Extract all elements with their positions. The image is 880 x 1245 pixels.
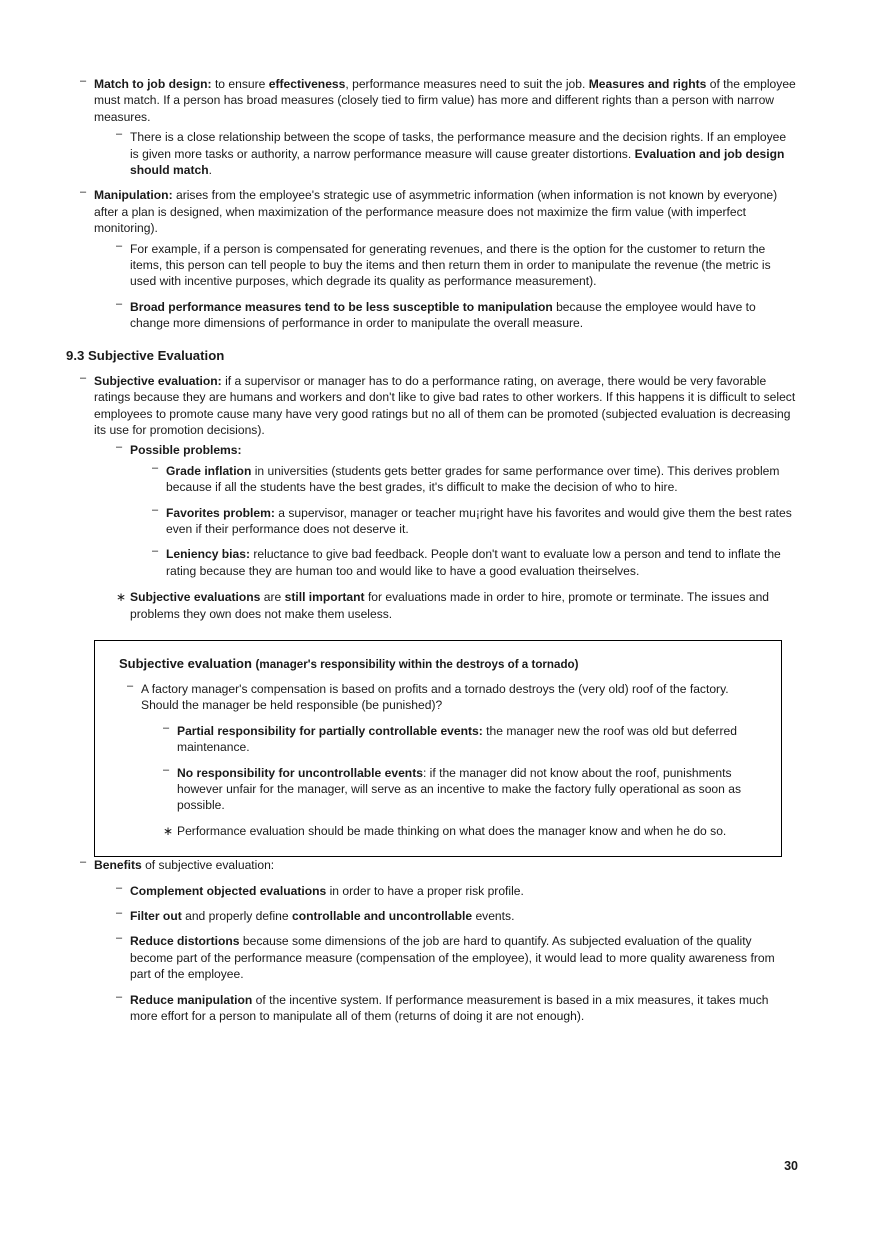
match-job-design-body-2: , performance measures need to suit the job. <box>345 77 589 91</box>
filter-out-body-2: events. <box>472 909 515 924</box>
match-job-design-sublist <box>130 129 796 178</box>
tornado-scenario-text: A factory manager's compensation is based on profits and a tornado destroys the (very old) roof of the factory. Should the manager be held responsible (be punished)? <box>141 681 729 713</box>
match-job-design-body-3: of the employee must match. If a person has broad measures (closely tied to firm value) has more and different rights than a person with narrow measures. <box>94 77 796 124</box>
list-item-reduce-manipulation <box>130 992 796 1025</box>
grade-inflation-body: in universities (students gets better grades for same performance over time). This derives problem because if all the students have the best grades, it's difficult to make the decision of who to hire. <box>166 463 780 495</box>
grade-inflation-bold: Grade inflation <box>166 463 252 478</box>
filter-out-bold-2: controllable and uncontrollable <box>292 909 473 924</box>
list-item-benefits <box>94 857 796 1024</box>
list-item-subjective-evaluation <box>94 373 796 622</box>
task-scope-text: There is a close relationship between the scope of tasks, the performance measure and the decision rights. If an employee is given more tasks or authority, a narrow performance measure will cause greater distortions. <box>130 130 787 161</box>
list-item-broad-measures <box>130 299 796 332</box>
no-responsibility-bold: No responsibility for uncontrollable events <box>177 765 423 780</box>
list-item-match-to-job-design <box>94 76 796 178</box>
broad-measures-bold: Broad performance measures tend to be less susceptible to manipulation <box>130 299 553 314</box>
possible-problems-list <box>130 442 796 622</box>
reduce-distortions-body: because some dimensions of the job are hard to quantify. As subjected evaluation of the quality become part of the performance measure (compensation of the employee), it would lead to more quality awareness from part of the employee. <box>130 934 775 982</box>
list-item-subjective-evaluations-note <box>130 589 796 622</box>
callout-box-tornado-example <box>94 640 782 857</box>
benefits-list <box>94 857 796 1024</box>
match-job-design-bold-3: Measures and rights <box>588 77 707 91</box>
list-item-task-scope-relationship <box>130 129 796 178</box>
manipulation-body: arises from the employee's strategic use of asymmetric information (when information is not known by everyone) after a plan is designed, when maximization of the performance measure does not maximize the firm value (with imperfect monitoring). <box>94 188 778 236</box>
list-item-performance-evaluation-note <box>177 823 763 839</box>
manipulation-sublist <box>130 241 796 332</box>
reduce-distortions-bold: Reduce distortions <box>130 934 240 949</box>
match-job-design-body-1: to ensure <box>211 77 269 91</box>
complement-bold: Complement objected evaluations <box>130 883 327 898</box>
reduce-manipulation-bold: Reduce manipulation <box>130 992 253 1007</box>
subjective-evaluations-note-body-2: for evaluations made in order to hire, promote or terminate. The issues and problems they own does not make them useless. <box>130 590 770 621</box>
top-level-list <box>94 76 796 332</box>
favorites-problem-body: a supervisor, manager or teacher mu¡right have his favorites and would give them the best rates even if their performance does not deserve it. <box>166 505 792 536</box>
subjective-evaluation-body: if a supervisor or manager has to do a performance rating, on average, there would be very favorable ratings because they are humans and workers and don't like to give bad rates to other workers. If this happens it is difficult to select employees to promote cause many have very good ratings but no all of them can be promoted (subjected evaluation is decreasing its use for promotion decisions). <box>94 373 796 437</box>
subjective-evaluation-lead: Subjective evaluation: <box>94 373 222 388</box>
subjective-evaluations-note-body-1: are <box>260 590 285 605</box>
list-item-complement-objected-evaluations <box>130 883 796 899</box>
callout-box-title-main: Subjective evaluation <box>119 655 256 671</box>
subjective-evaluation-list <box>94 373 796 622</box>
benefits-lead-bold: Benefits <box>94 858 142 873</box>
leniency-bias-bold: Leniency bias: <box>166 547 251 562</box>
list-item-partial-responsibility <box>177 723 763 756</box>
list-item-grade-inflation <box>166 463 796 496</box>
subjective-evaluations-note-bold-1: Subjective evaluations <box>130 590 261 605</box>
partial-responsibility-bold: Partial responsibility for partially controllable events: <box>177 723 483 738</box>
match-job-design-bold-2: effectiveness <box>268 77 346 91</box>
list-item-filter-out <box>130 908 796 924</box>
callout-box-title-sub: (manager's responsibility within the destroys of a tornado) <box>255 657 579 671</box>
match-job-design-lead: Match to job design: <box>94 77 212 91</box>
problems-sublist <box>166 463 796 579</box>
favorites-problem-bold: Favorites problem: <box>166 505 275 520</box>
list-item-tornado-scenario <box>141 681 763 839</box>
filter-out-body: and properly define <box>181 909 292 924</box>
performance-evaluation-note-text: Performance evaluation should be made thinking on what does the manager know and when he do so. <box>177 823 727 838</box>
callout-box-title <box>119 655 763 673</box>
page-number: 30 <box>784 1159 798 1173</box>
list-item-possible-problems <box>130 442 796 579</box>
list-item-manipulation-example <box>130 241 796 290</box>
document-body <box>66 76 796 1025</box>
no-responsibility-body: : if the manager did not know about the roof, punishments however unfair for the manager, will serve as an incentive to make the factory fully operational as soon as possible. <box>177 765 742 813</box>
benefits-lead-body: of subjective evaluation: <box>141 858 275 873</box>
evaluation-job-design-bold: Evaluation and job design should match <box>130 146 785 178</box>
list-item-manipulation <box>94 187 796 331</box>
list-item-no-responsibility <box>177 765 763 814</box>
manipulation-lead: Manipulation: <box>94 188 173 203</box>
benefits-sublist <box>130 883 796 1025</box>
partial-responsibility-body: the manager new the roof was old but deferred maintenance. <box>177 723 737 755</box>
evaluation-job-design-tail: . <box>208 163 212 178</box>
tornado-responsibility-list <box>177 723 763 839</box>
list-item-reduce-distortions <box>130 933 796 982</box>
list-item-leniency-bias <box>166 546 796 579</box>
manipulation-example-text: For example, if a person is compensated for generating revenues, and there is the option for the customer to return the items, this person can tell people to buy the items and then return them in order to manipulate the revenue (the metric is used with incentive purposes, which degrade its quality as performance measurement). <box>130 241 771 289</box>
section-heading-9-3: 9.3 Subjective Evaluation <box>66 347 225 363</box>
reduce-manipulation-body: of the incentive system. If performance measurement is based in a mix measures, it takes much more effort for a person to manipulate all of them (returns of doing it are not enough). <box>130 992 769 1024</box>
subjective-evaluations-note-bold-2: still important <box>284 590 365 605</box>
complement-body: in order to have a proper risk profile. <box>326 883 524 898</box>
list-item-favorites-problem <box>166 505 796 538</box>
possible-problems-label: Possible problems: <box>130 443 242 458</box>
leniency-bias-body: reluctance to give bad feedback. People don't want to evaluate low a person and tend to inflate the rating because they are human too and would like to have a good evaluation theirselves. <box>166 547 781 578</box>
callout-box-list <box>141 681 763 839</box>
broad-measures-body: because the employee would have to change more dimensions of performance in order to manipulate the overall measure. <box>130 299 756 331</box>
filter-out-bold: Filter out <box>130 909 182 924</box>
